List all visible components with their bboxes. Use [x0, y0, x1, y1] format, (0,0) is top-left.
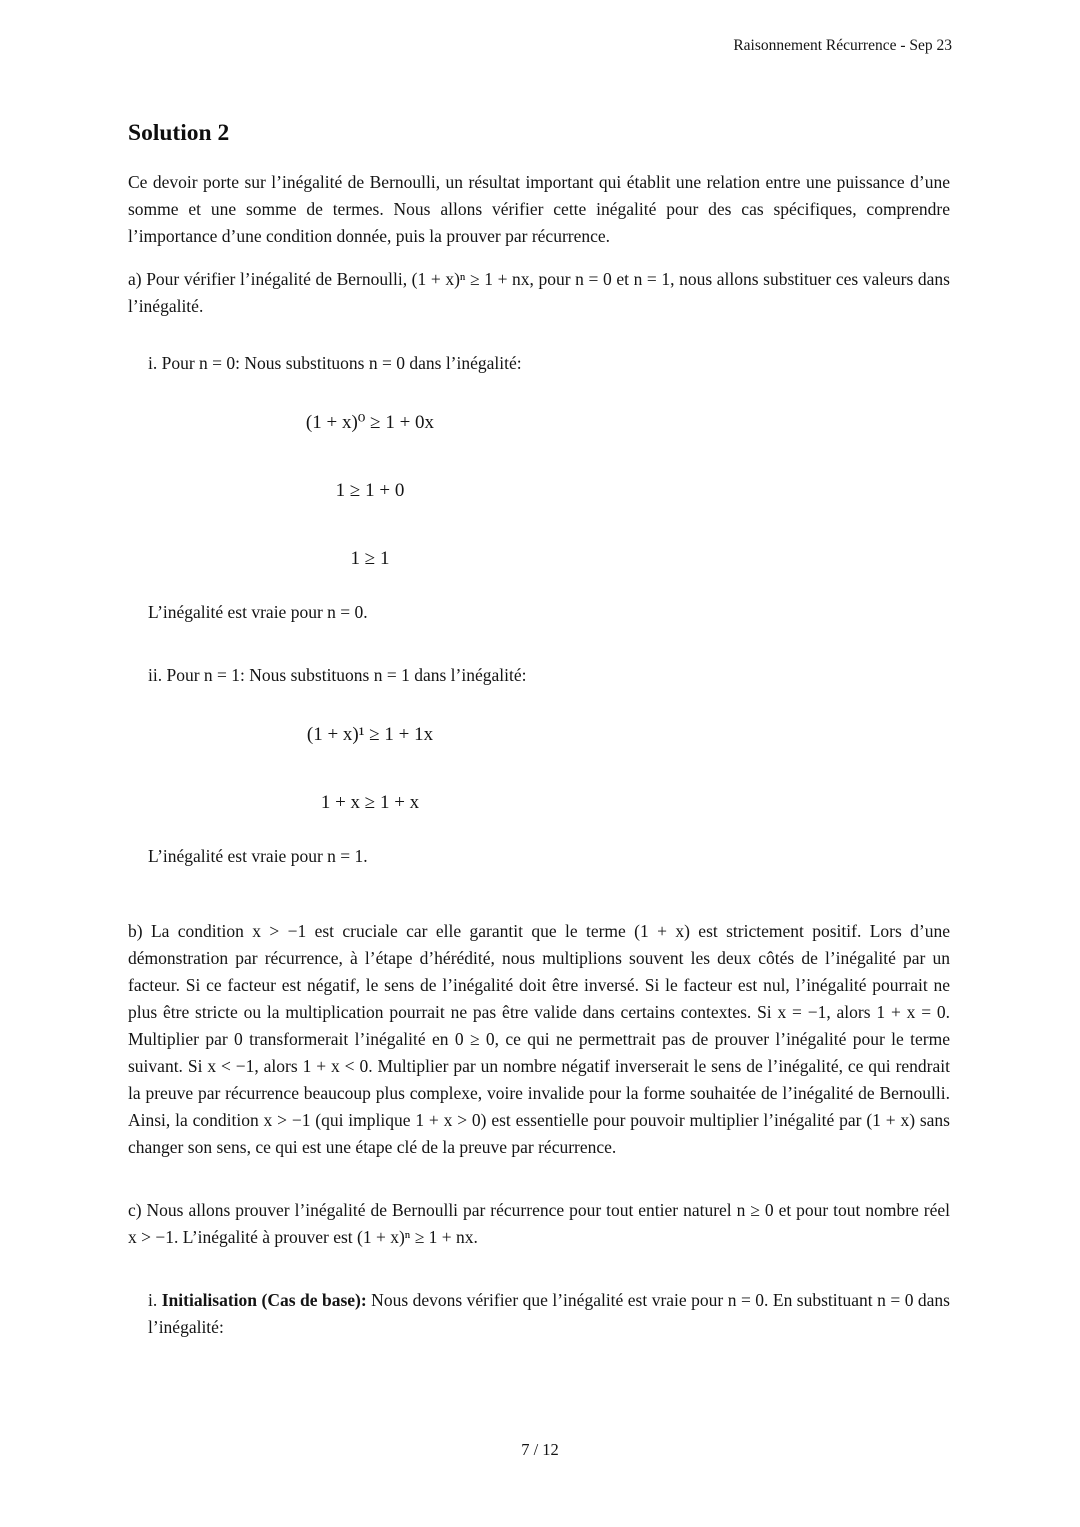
running-header: Raisonnement Récurrence - Sep 23: [733, 37, 952, 54]
equation-line: (1 + x)⁰ ≥ 1 + 0x: [305, 412, 435, 433]
equation-line: (1 + x)¹ ≥ 1 + 1x: [306, 724, 434, 745]
equation-line: 1 ≥ 1 + 0: [335, 480, 405, 501]
part-a-lead: a) Pour vérifier l’inégalité de Bernoulli, (1 + x)ⁿ ≥ 1 + nx, pour n = 0 et n = 1, nous allons substituer ces valeurs dans l’inégalité.: [128, 269, 950, 316]
case-n0-label: i. Pour n = 0: Nous substituons n = 0 dans l’inégalité:: [148, 353, 522, 373]
equation-line: 1 ≥ 1: [350, 548, 390, 569]
case-n0-conclusion: L’inégalité est vraie pour n = 0.: [148, 602, 368, 622]
intro-paragraph: Ce devoir porte sur l’inégalité de Bernoulli, un résultat important qui établit une relation entre une puissance d’une somme et une somme de termes. Nous allons vérifier cette inégalité pour des cas spécifiques, comprendre l’importance d’une condition donnée, puis la prouver par récurrence.: [128, 172, 950, 246]
induction-base-step: [128, 1287, 950, 1341]
equation-line: 1 + x ≥ 1 + x: [320, 792, 420, 813]
case-n1-label: ii. Pour n = 1: Nous substituons n = 1 dans l’inégalité:: [148, 665, 527, 685]
page-number: 7 / 12: [521, 1440, 559, 1459]
step-number-prefix: i.: [148, 1290, 162, 1310]
part-b-paragraph: b) La condition x > −1 est cruciale car elle garantit que le terme (1 + x) est strictement positif. Lors d’une démonstration par récurrence, à l’étape d’hérédité, nous multiplions souvent les deux côtés de l’inégalité par un facteur. Si ce facteur est négatif, le sens de l’inégalité doit être inversé. Si le facteur est nul, l’inégalité pourrait ne plus être stricte ou la multiplication pourrait ne pas être valide dans certains contextes. Si x = −1, alors 1 + x = 0. Multiplier par 0 transformerait l’inégalité en 0 ≥ 0, ce qui ne permettrait pas de prouver l’inégalité pour le terme suivant. Si x < −1, alors 1 + x < 0. Multiplier par un nombre négatif inverserait le sens de l’inégalité, ce qui rendrait la preuve par récurrence beaucoup plus complexe, voire invalide pour la forme souhaitée de l’inégalité de Bernoulli. Ainsi, la condition x > −1 (qui implique 1 + x > 0) est essentielle pour pouvoir multiplier l’inégalité par (1 + x) sans changer son sens, ce qui est une étape clé de la preuve par récurrence.: [128, 921, 950, 1157]
case-n0-equations: [128, 411, 612, 571]
case-n1-conclusion: L’inégalité est vraie pour n = 1.: [148, 846, 368, 866]
step-bold-label: Initialisation (Cas de base):: [161, 1290, 367, 1310]
page-title: Solution 2: [128, 120, 230, 146]
case-n1-equations: [128, 723, 612, 815]
part-c-lead: c) Nous allons prouver l’inégalité de Bernoulli par récurrence pour tout entier naturel n ≥ 0 et pour tout nombre réel x > −1. L’inégalité à prouver est (1 + x)ⁿ ≥ 1 + nx.: [128, 1200, 950, 1247]
step-text: Nous devons vérifier que l’inégalité est vraie pour n = 0. En substituant n = 0 dans l’inégalité:: [148, 1290, 950, 1337]
